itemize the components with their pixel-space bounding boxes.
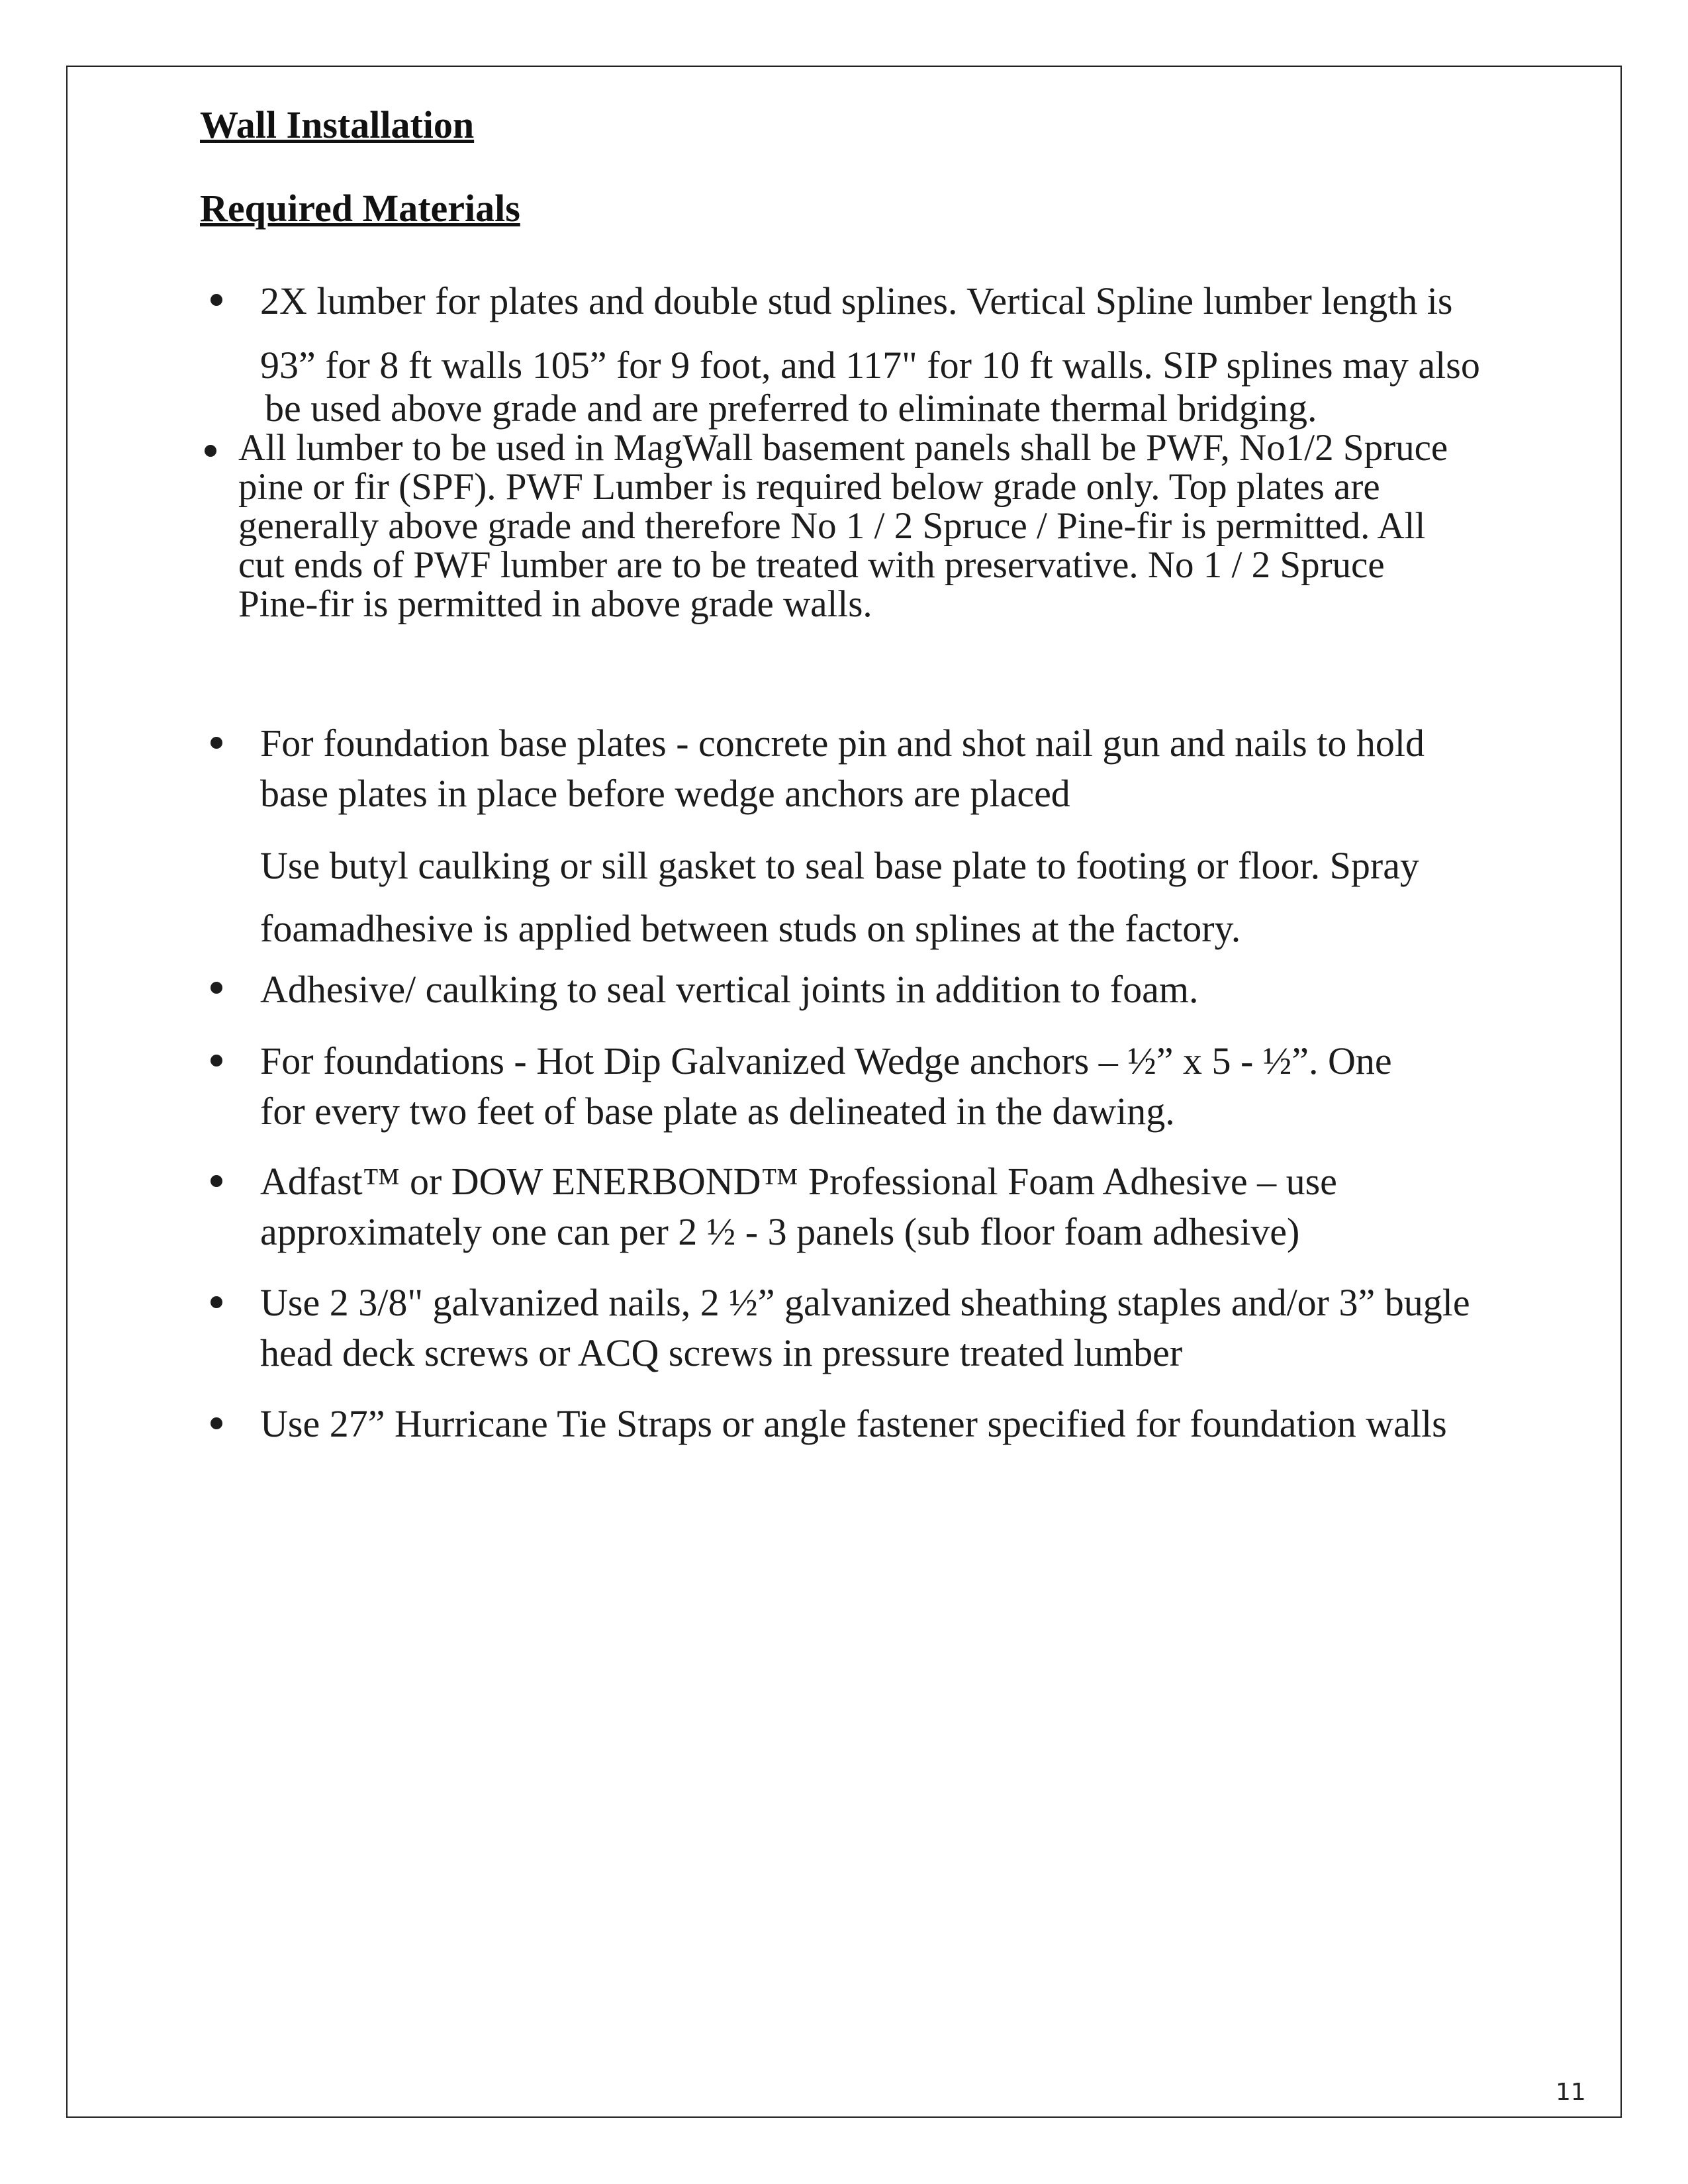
list-item-line: Use butyl caulking or sill gasket to seal base plate to footing or floor. Spray: [260, 844, 1419, 887]
bullet-icon: [211, 982, 222, 994]
section-title: Wall Installation: [200, 103, 475, 146]
bullet-icon: [211, 294, 222, 306]
list-item-line: Use 2 3/8" galvanized nails, 2 ½” galvanized sheathing staples and/or 3” bugle: [260, 1281, 1470, 1324]
bullet-icon: [211, 1055, 222, 1067]
bullet-icon: [211, 1175, 222, 1187]
list-item-line: generally above grade and therefore No 1 / 2 Spruce / Pine-fir is permitted. All: [238, 505, 1426, 547]
list-item-line: Adfast™ or DOW ENERBOND™ Professional Foam Adhesive – use: [260, 1160, 1337, 1203]
list-item-line: 2X lumber for plates and double stud splines. Vertical Spline lumber length is: [260, 279, 1453, 322]
list-item-line: head deck screws or ACQ screws in pressure treated lumber: [260, 1331, 1183, 1374]
bullet-icon: [205, 445, 216, 457]
page-number: 11: [1556, 2079, 1586, 2106]
list-item-line: Pine-fir is permitted in above grade walls.: [238, 583, 872, 625]
list-item-line: base plates in place before wedge anchors are placed: [260, 772, 1070, 815]
list-item-line: For foundation base plates - concrete pin and shot nail gun and nails to hold: [260, 722, 1425, 765]
bullet-icon: [211, 737, 222, 749]
list-item-line: 93” for 8 ft walls 105” for 9 foot, and 117" for 10 ft walls. SIP splines may also: [260, 344, 1480, 387]
list-item-line: pine or fir (SPF). PWF Lumber is required below grade only. Top plates are: [238, 466, 1380, 508]
list-item-line: Adhesive/ caulking to seal vertical joints in addition to foam.: [260, 968, 1199, 1011]
list-item-line: cut ends of PWF lumber are to be treated with preservative. No 1 / 2 Spruce: [238, 544, 1385, 586]
bullet-icon: [211, 1417, 222, 1429]
list-item-line: for every two feet of base plate as delineated in the dawing.: [260, 1090, 1175, 1133]
list-item-line: All lumber to be used in MagWall basement panels shall be PWF, No1/2 Spruce: [238, 427, 1448, 469]
list-item-line: Use 27” Hurricane Tie Straps or angle fastener specified for foundation walls: [260, 1402, 1447, 1445]
list-item-line: be used above grade and are preferred to eliminate thermal bridging.: [265, 387, 1317, 430]
bullet-icon: [211, 1296, 222, 1308]
subsection-title: Required Materials: [200, 187, 520, 230]
list-item-line: approximately one can per 2 ½ - 3 panels (sub floor foam adhesive): [260, 1210, 1300, 1253]
list-item-line: foamadhesive is applied between studs on splines at the factory.: [260, 907, 1241, 950]
list-item-line: For foundations - Hot Dip Galvanized Wedge anchors – ½” x 5 - ½”. One: [260, 1039, 1392, 1082]
